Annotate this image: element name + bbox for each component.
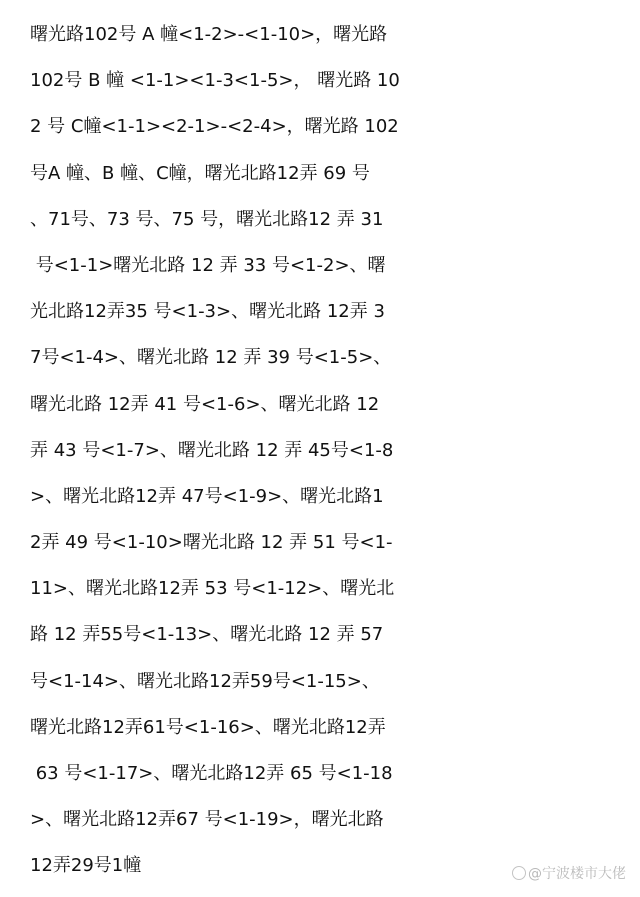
text-line-18: >、曙光北路12弄67 号<1-19>，曙光北路 [30,809,384,831]
text-line-16: 曙光北路12弄61号<1-16>、曙光北路12弄 [30,716,386,738]
text-line-2: 102号 B 幢 <1-1><1-3<1-5>， 曙光路 10 [30,70,400,92]
text-line-14: 路 12 弄55号<1-13>、曙光北路 12 弄 57 [30,624,384,646]
text-line-3: 2 号 C幢<1-1><2-1>-<2-4>，曙光路 102 [30,116,399,138]
watermark: @宁波楼市大佬 [512,863,626,883]
watermark-text: 宁波楼市大佬 [542,866,626,882]
text-line-1: 曙光路102号 A 幢<1-2>-<1-10>，曙光路 [30,24,388,45]
text-line-13: 11>、曙光北路12弄 53 号<1-12>、曙光北 [30,578,395,600]
text-line-7: 光北路12弄35 号<1-3>、曙光北路 12弄 3 [30,301,385,323]
text-line-15: 号<1-14>、曙光北路12弄59号<1-15>、 [30,670,380,692]
text-line-8: 7号<1-4>、曙光北路 12 弄 39 号<1-5>、 [30,347,392,369]
text-line-19: 12弄29号1幢 [30,855,142,877]
text-line-10: 弄 43 号<1-7>、曙光北路 12 弄 45号<1-8 [30,439,394,461]
text-line-5: 、71号、73 号、75 号，曙光北路12 弄 31 [30,208,384,230]
text-line-12: 2弄 49 号<1-10>曙光北路 12 弄 51 号<1- [30,532,393,554]
text-line-11: >、曙光北路12弄 47号<1-9>、曙光北路1 [30,485,384,507]
document-body [0,12,640,890]
text-line-4: 号A 幢、B 幢、C幢，曙光北路12弄 69 号 [30,162,370,184]
text-line-9: 曙光北路 12弄 41 号<1-6>、曙光北路 12 [30,393,380,415]
text-line-17: 63 号<1-17>、曙光北路12弄 65 号<1-18 [30,763,393,784]
text-line-6: 号<1-1>曙光北路 12 弄 33 号<1-2>、曙 [30,254,386,276]
watermark-logo-icon [512,866,526,880]
